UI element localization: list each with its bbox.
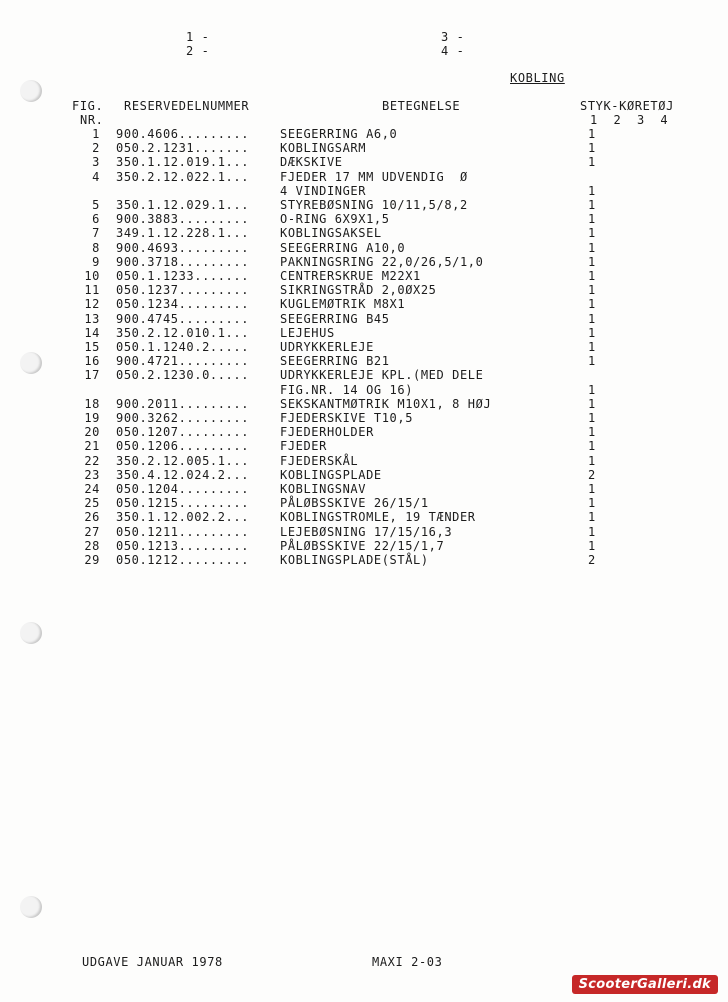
table-row	[0, 553, 700, 567]
table-row	[0, 269, 700, 283]
part-number: 900.3262.........	[116, 411, 250, 425]
part-number: 050.2.1230.0.....	[116, 368, 250, 383]
header-vehicles: 1 2 3 4	[590, 113, 669, 127]
quantity: 1	[588, 254, 596, 269]
fig-number: 15	[84, 340, 100, 354]
part-number: 900.4721.........	[116, 354, 250, 369]
part-description: SEEGERRING B21	[280, 354, 390, 369]
quantity: 2	[588, 467, 596, 482]
part-number: 050.1207.........	[116, 425, 250, 440]
header-qty: STYK-KØRETØJ	[580, 99, 674, 113]
quantity: 1	[588, 240, 596, 255]
table-row	[0, 468, 700, 482]
header-fig: FIG.	[72, 99, 104, 113]
part-description: LEJEHUS	[280, 325, 335, 340]
part-number: 350.1.12.029.1...	[116, 198, 250, 212]
fig-number: 26	[84, 510, 100, 525]
table-row	[0, 482, 700, 496]
punch-hole-4	[20, 896, 42, 918]
part-description: DÆKSKIVE	[280, 155, 343, 170]
quantity: 1	[588, 411, 596, 425]
fig-number: 17	[84, 368, 100, 383]
scootergalleri-logo: ScooterGalleri.dk	[572, 975, 718, 994]
quantity: 1	[588, 382, 596, 397]
part-description: PÅLØBSSKIVE 22/15/1,7	[280, 538, 445, 553]
fig-number: 20	[84, 425, 100, 440]
part-description: FJEDER	[280, 439, 327, 454]
quantity: 1	[588, 354, 596, 369]
footer-page-ref: MAXI 2-03	[372, 955, 443, 969]
quantity: 1	[588, 141, 596, 156]
header-description: BETEGNELSE	[382, 99, 461, 113]
table-row	[0, 212, 700, 226]
quantity: 1	[588, 127, 596, 141]
part-description: FJEDER 17 MM UDVENDIG Ø	[280, 169, 468, 184]
header-nr: NR.	[80, 113, 104, 127]
table-row	[0, 297, 700, 311]
part-description: KOBLINGSNAV	[280, 482, 367, 496]
part-number: 900.3883.........	[116, 212, 250, 227]
table-row	[0, 184, 700, 198]
fig-number: 23	[84, 467, 100, 482]
part-description: SEEGERRING A6,0	[280, 127, 398, 141]
table-row	[0, 368, 700, 382]
part-number: 900.3718.........	[116, 254, 250, 269]
table-row	[0, 340, 700, 354]
fig-number: 21	[84, 439, 100, 454]
part-number: 350.2.12.005.1...	[116, 453, 250, 468]
part-description: 4 VINDINGER	[280, 183, 367, 198]
page-marker-1: 1 -	[186, 30, 210, 44]
fig-number: 18	[84, 396, 100, 411]
part-description: PÅLØBSSKIVE 26/15/1	[280, 496, 429, 511]
fig-number: 1	[92, 127, 100, 141]
part-number: 050.1215.........	[116, 496, 250, 511]
table-row	[0, 326, 700, 340]
table-row	[0, 255, 700, 269]
quantity: 1	[588, 198, 596, 212]
table-row	[0, 226, 700, 240]
quantity: 1	[588, 311, 596, 326]
quantity: 1	[588, 183, 596, 198]
part-number: 900.4745.........	[116, 311, 250, 326]
table-row	[0, 510, 700, 524]
page-marker-3: 3 -	[441, 30, 465, 44]
part-number: 050.1204.........	[116, 482, 250, 496]
table-row	[0, 170, 700, 184]
part-description: O-RING 6X9X1,5	[280, 212, 390, 227]
part-description: FIG.NR. 14 OG 16)	[280, 382, 414, 397]
page-marker-2: 2 -	[186, 44, 210, 58]
part-description: KOBLINGSPLADE	[280, 467, 382, 482]
table-row	[0, 425, 700, 439]
part-description: PAKNINGSRING 22,0/26,5/1,0	[280, 254, 484, 269]
fig-number: 11	[84, 283, 100, 298]
part-description: KOBLINGSPLADE(STÅL)	[280, 553, 429, 567]
table-row	[0, 539, 700, 553]
quantity: 1	[588, 212, 596, 227]
table-row	[0, 127, 700, 141]
fig-number: 9	[92, 254, 100, 269]
fig-number: 8	[92, 240, 100, 255]
part-description: SEKSKANTMØTRIK M10X1, 8 HØJ	[280, 396, 492, 411]
part-number: 350.1.12.002.2...	[116, 510, 250, 525]
part-description: KOBLINGSTROMLE, 19 TÆNDER	[280, 510, 476, 525]
part-number: 350.2.12.010.1...	[116, 325, 250, 340]
table-row	[0, 155, 700, 169]
punch-hole-3	[20, 622, 42, 644]
fig-number: 5	[92, 198, 100, 212]
part-number: 900.2011.........	[116, 396, 250, 411]
table-row	[0, 454, 700, 468]
fig-number: 4	[92, 169, 100, 184]
part-description: UDRYKKERLEJE KPL.(MED DELE	[280, 368, 484, 383]
quantity: 1	[588, 538, 596, 553]
quantity: 1	[588, 439, 596, 454]
table-row	[0, 439, 700, 453]
fig-number: 24	[84, 482, 100, 496]
part-number: 050.1234.........	[116, 297, 250, 312]
footer-edition: UDGAVE JANUAR 1978	[82, 955, 223, 969]
punch-hole-1	[20, 80, 42, 102]
table-row	[0, 283, 700, 297]
part-description: UDRYKKERLEJE	[280, 340, 374, 354]
part-number: 050.1237.........	[116, 283, 250, 298]
quantity: 1	[588, 510, 596, 525]
section-title: KOBLING	[510, 71, 565, 85]
part-description: FJEDERSKÅL	[280, 453, 359, 468]
part-number: 050.1213.........	[116, 538, 250, 553]
header-part-number: RESERVEDELNUMMER	[124, 99, 250, 113]
quantity: 1	[588, 283, 596, 298]
quantity: 1	[588, 325, 596, 340]
table-row	[0, 411, 700, 425]
fig-number: 10	[84, 269, 100, 283]
quantity: 2	[588, 553, 596, 567]
fig-number: 22	[84, 453, 100, 468]
page-marker-4: 4 -	[441, 44, 465, 58]
part-description: LEJEBØSNING 17/15/16,3	[280, 524, 453, 539]
table-row	[0, 198, 700, 212]
part-description: KOBLINGSARM	[280, 141, 367, 156]
part-number: 350.4.12.024.2...	[116, 467, 250, 482]
part-description: STYREBØSNING 10/11,5/8,2	[280, 198, 468, 212]
table-row	[0, 397, 700, 411]
part-number: 900.4693.........	[116, 240, 250, 255]
fig-number: 14	[84, 325, 100, 340]
quantity: 1	[588, 425, 596, 440]
quantity: 1	[588, 524, 596, 539]
part-description: CENTRERSKRUE M22X1	[280, 269, 421, 283]
part-number: 050.1.1240.2.....	[116, 340, 250, 354]
part-number: 900.4606.........	[116, 127, 250, 141]
part-description: KOBLINGSAKSEL	[280, 226, 382, 241]
quantity: 1	[588, 453, 596, 468]
quantity: 1	[588, 155, 596, 170]
fig-number: 16	[84, 354, 100, 369]
part-description: SIKRINGSTRÅD 2,0ØX25	[280, 283, 437, 298]
part-number: 349.1.12.228.1...	[116, 226, 250, 241]
quantity: 1	[588, 496, 596, 511]
part-number: 050.2.1231.......	[116, 141, 250, 156]
table-row	[0, 383, 700, 397]
part-number: 050.1211.........	[116, 524, 250, 539]
quantity: 1	[588, 297, 596, 312]
part-description: FJEDERSKIVE T10,5	[280, 411, 414, 425]
table-row	[0, 354, 700, 368]
table-row	[0, 241, 700, 255]
table-row	[0, 496, 700, 510]
fig-number: 7	[92, 226, 100, 241]
part-description: SEEGERRING B45	[280, 311, 390, 326]
fig-number: 27	[84, 524, 100, 539]
fig-number: 2	[92, 141, 100, 156]
part-number: 350.2.12.022.1...	[116, 169, 250, 184]
fig-number: 6	[92, 212, 100, 227]
fig-number: 12	[84, 297, 100, 312]
table-row	[0, 525, 700, 539]
part-number: 050.1.1233.......	[116, 269, 250, 283]
quantity: 1	[588, 396, 596, 411]
part-number: 050.1206.........	[116, 439, 250, 454]
fig-number: 13	[84, 311, 100, 326]
fig-number: 25	[84, 496, 100, 511]
fig-number: 3	[92, 155, 100, 170]
fig-number: 19	[84, 411, 100, 425]
fig-number: 29	[84, 553, 100, 567]
part-number: 050.1212.........	[116, 553, 250, 567]
part-description: KUGLEMØTRIK M8X1	[280, 297, 406, 312]
part-description: SEEGERRING A10,0	[280, 240, 406, 255]
quantity: 1	[588, 226, 596, 241]
table-row	[0, 141, 700, 155]
part-number: 350.1.12.019.1...	[116, 155, 250, 170]
part-description: FJEDERHOLDER	[280, 425, 374, 440]
quantity: 1	[588, 340, 596, 354]
table-row	[0, 312, 700, 326]
fig-number: 28	[84, 538, 100, 553]
quantity: 1	[588, 269, 596, 283]
quantity: 1	[588, 482, 596, 496]
